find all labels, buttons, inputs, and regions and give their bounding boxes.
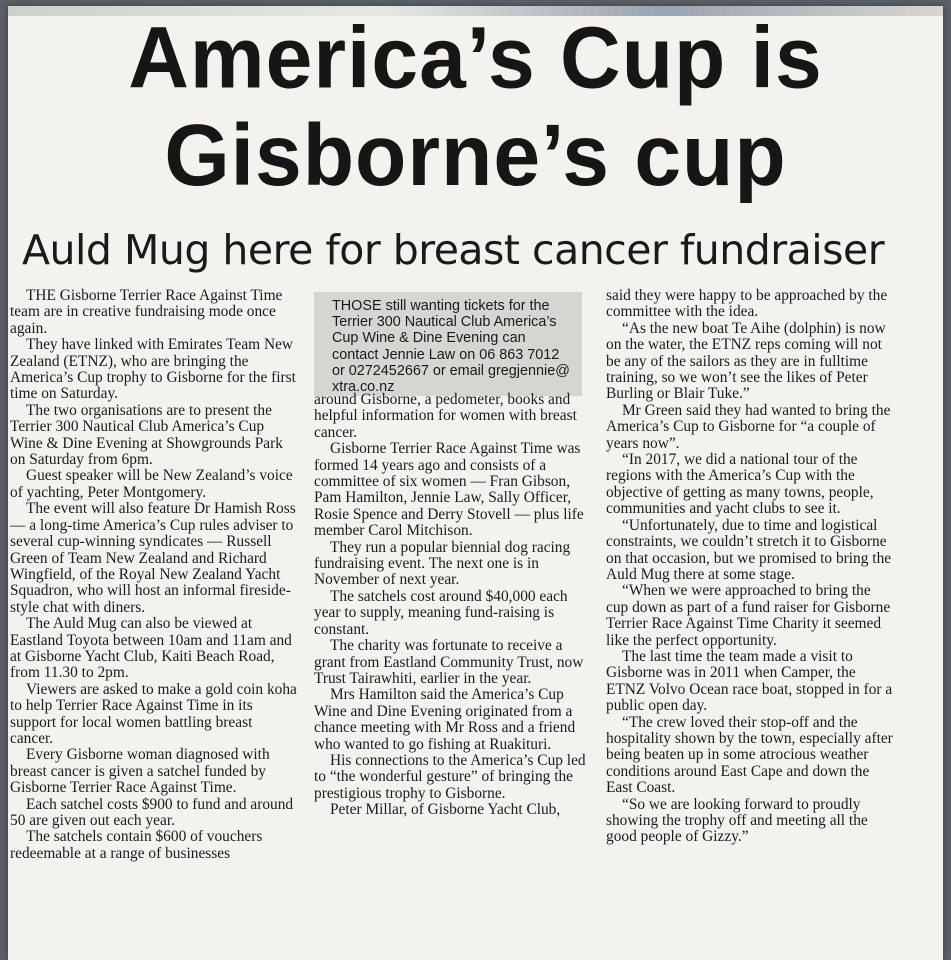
headline-line-1: America’s Cup is — [128, 8, 823, 106]
paragraph: Guest speaker will be New Zealand’s voice of yachting, Peter Montgomery. — [10, 467, 293, 501]
headline-line-2: Gisborne’s cup — [164, 106, 787, 204]
paragraph: around Gisborne, a pedometer, books and helpful information for women with breast cancer. — [314, 391, 577, 441]
paragraph: THE Gisborne Terrier Race Against Time team are in creative fundraising mode once again. — [10, 287, 283, 337]
article-column-1 — [10, 288, 298, 862]
paragraph: The Auld Mug can also be viewed at Eastland Toyota between 10am and 11am and at Gisborne Yacht Club, Kaiti Beach Road, from 11.30 to 2pm. — [10, 615, 292, 682]
paragraph: “Unfortunately, due to time and logistical constraints, we couldn’t stretch it to Gisborne on that occasion, but we promised to bring the Auld Mug there at some stage. — [606, 516, 892, 583]
paragraph: “In 2017, we did a national tour of the regions with the America’s Cup with the objective of getting as many towns, people, communities and yacht clubs to see it. — [606, 451, 874, 518]
paragraph: Each satchel costs $900 to fund and around 50 are given out each year. — [10, 795, 294, 829]
headline — [8, 8, 943, 204]
paragraph: Mr Green said they had wanted to bring the America’s Cup to Gisborne for “a couple of years now”. — [606, 401, 891, 452]
subheadline: Auld Mug here for breast cancer fundraiser — [22, 226, 885, 274]
paragraph: Mrs Hamilton said the America’s Cup Wine and Dine Evening originated from a chance meeting with Mr Ross and a friend who wanted to go fishing at Ruakituri. — [314, 686, 576, 753]
paragraph: The satchels cost around $40,000 each year to supply, meaning fund-raising is constant. — [314, 587, 568, 638]
ticket-info-box: THOSE still wanting tickets for the Terrier 300 Nautical Club America’s Cup Wine & Dine Evening can contact Jennie Law on 06 863 7012 or 0272452667 or email gregjennie@ xtra.co.nz — [314, 292, 582, 396]
article-column-3 — [606, 288, 894, 846]
paragraph: Every Gisborne woman diagnosed with breast cancer is given a satchel funded by Gisborne Terrier Race Against Time. — [10, 746, 270, 797]
paragraph: They have linked with Emirates Team New Zealand (ETNZ), who are bringing the America’s Cup trophy to Gisborne for the first time on Saturday. — [10, 336, 296, 403]
paragraph: His connections to the America’s Cup led to “the wonderful gesture” of bringing the prestigious trophy to Gisborne. — [314, 751, 586, 802]
paragraph: said they were happy to be approached by the committee with the idea. — [606, 287, 888, 321]
paragraph: They run a popular biennial dog racing fundraising event. The next one is in November of next year. — [314, 538, 571, 589]
paragraph: Viewers are asked to make a gold coin koha to help Terrier Race Against Time in its support for local women battling breast cancer. — [10, 680, 297, 747]
paragraph: The last time the team made a visit to Gisborne was in 2011 when Camper, the ETNZ Volvo Ocean race boat, stopped in for a public open day. — [606, 647, 893, 715]
paragraph: The event will also feature Dr Hamish Ross — a long-time America’s Cup rules adviser to several cup-winning syndicates — Russell Green of Team New Zealand and Richard Wingfield, of the Royal New Zealand Yacht Squadron, who will host an informal fireside-style chat with diners. — [10, 500, 296, 616]
paragraph: “As the new boat Te Aihe (dolphin) is now on the water, the ETNZ reps coming will not be any of the sailors as they are in fulltime training, so we won’t see the likes of Peter Burling or Blair Tuke.” — [606, 319, 886, 403]
paragraph: “When we were approached to bring the cup down as part of a fund raiser for Gisborne Terrier Race Against Time Charity it seemed like the perfect opportunity. — [606, 582, 891, 649]
paragraph: Gisborne Terrier Race Against Time was formed 14 years ago and consists of a committee of six women — Fran Gibson, Pam Hamilton, Jennie Law, Sally Officer, Rosie Spence and Derry Stovell — plus life member Carol Mitchison. — [314, 440, 584, 540]
paragraph: The satchels contain $600 of vouchers redeemable at a range of businesses — [10, 828, 263, 862]
paragraph: The two organisations are to present the Terrier 300 Nautical Club America’s Cup Wine & Dine Evening at Showgrounds Park on Saturday from 6pm. — [10, 401, 283, 469]
paragraph: Peter Millar, of Gisborne Yacht Club, — [330, 801, 561, 819]
paragraph: The charity was fortunate to receive a grant from Eastland Community Trust, now Trust Tairawhiti, earlier in the year. — [314, 637, 584, 687]
paragraph: “The crew loved their stop-off and the hospitality shown by the town, especially after being beaten up in some atrocious weather conditions around East Cape and down the East Coast. — [606, 713, 893, 797]
newspaper-clipping — [8, 6, 943, 960]
paragraph: “So we are looking forward to proudly showing the trophy off and meeting all the good people of Gizzy.” — [606, 795, 868, 846]
